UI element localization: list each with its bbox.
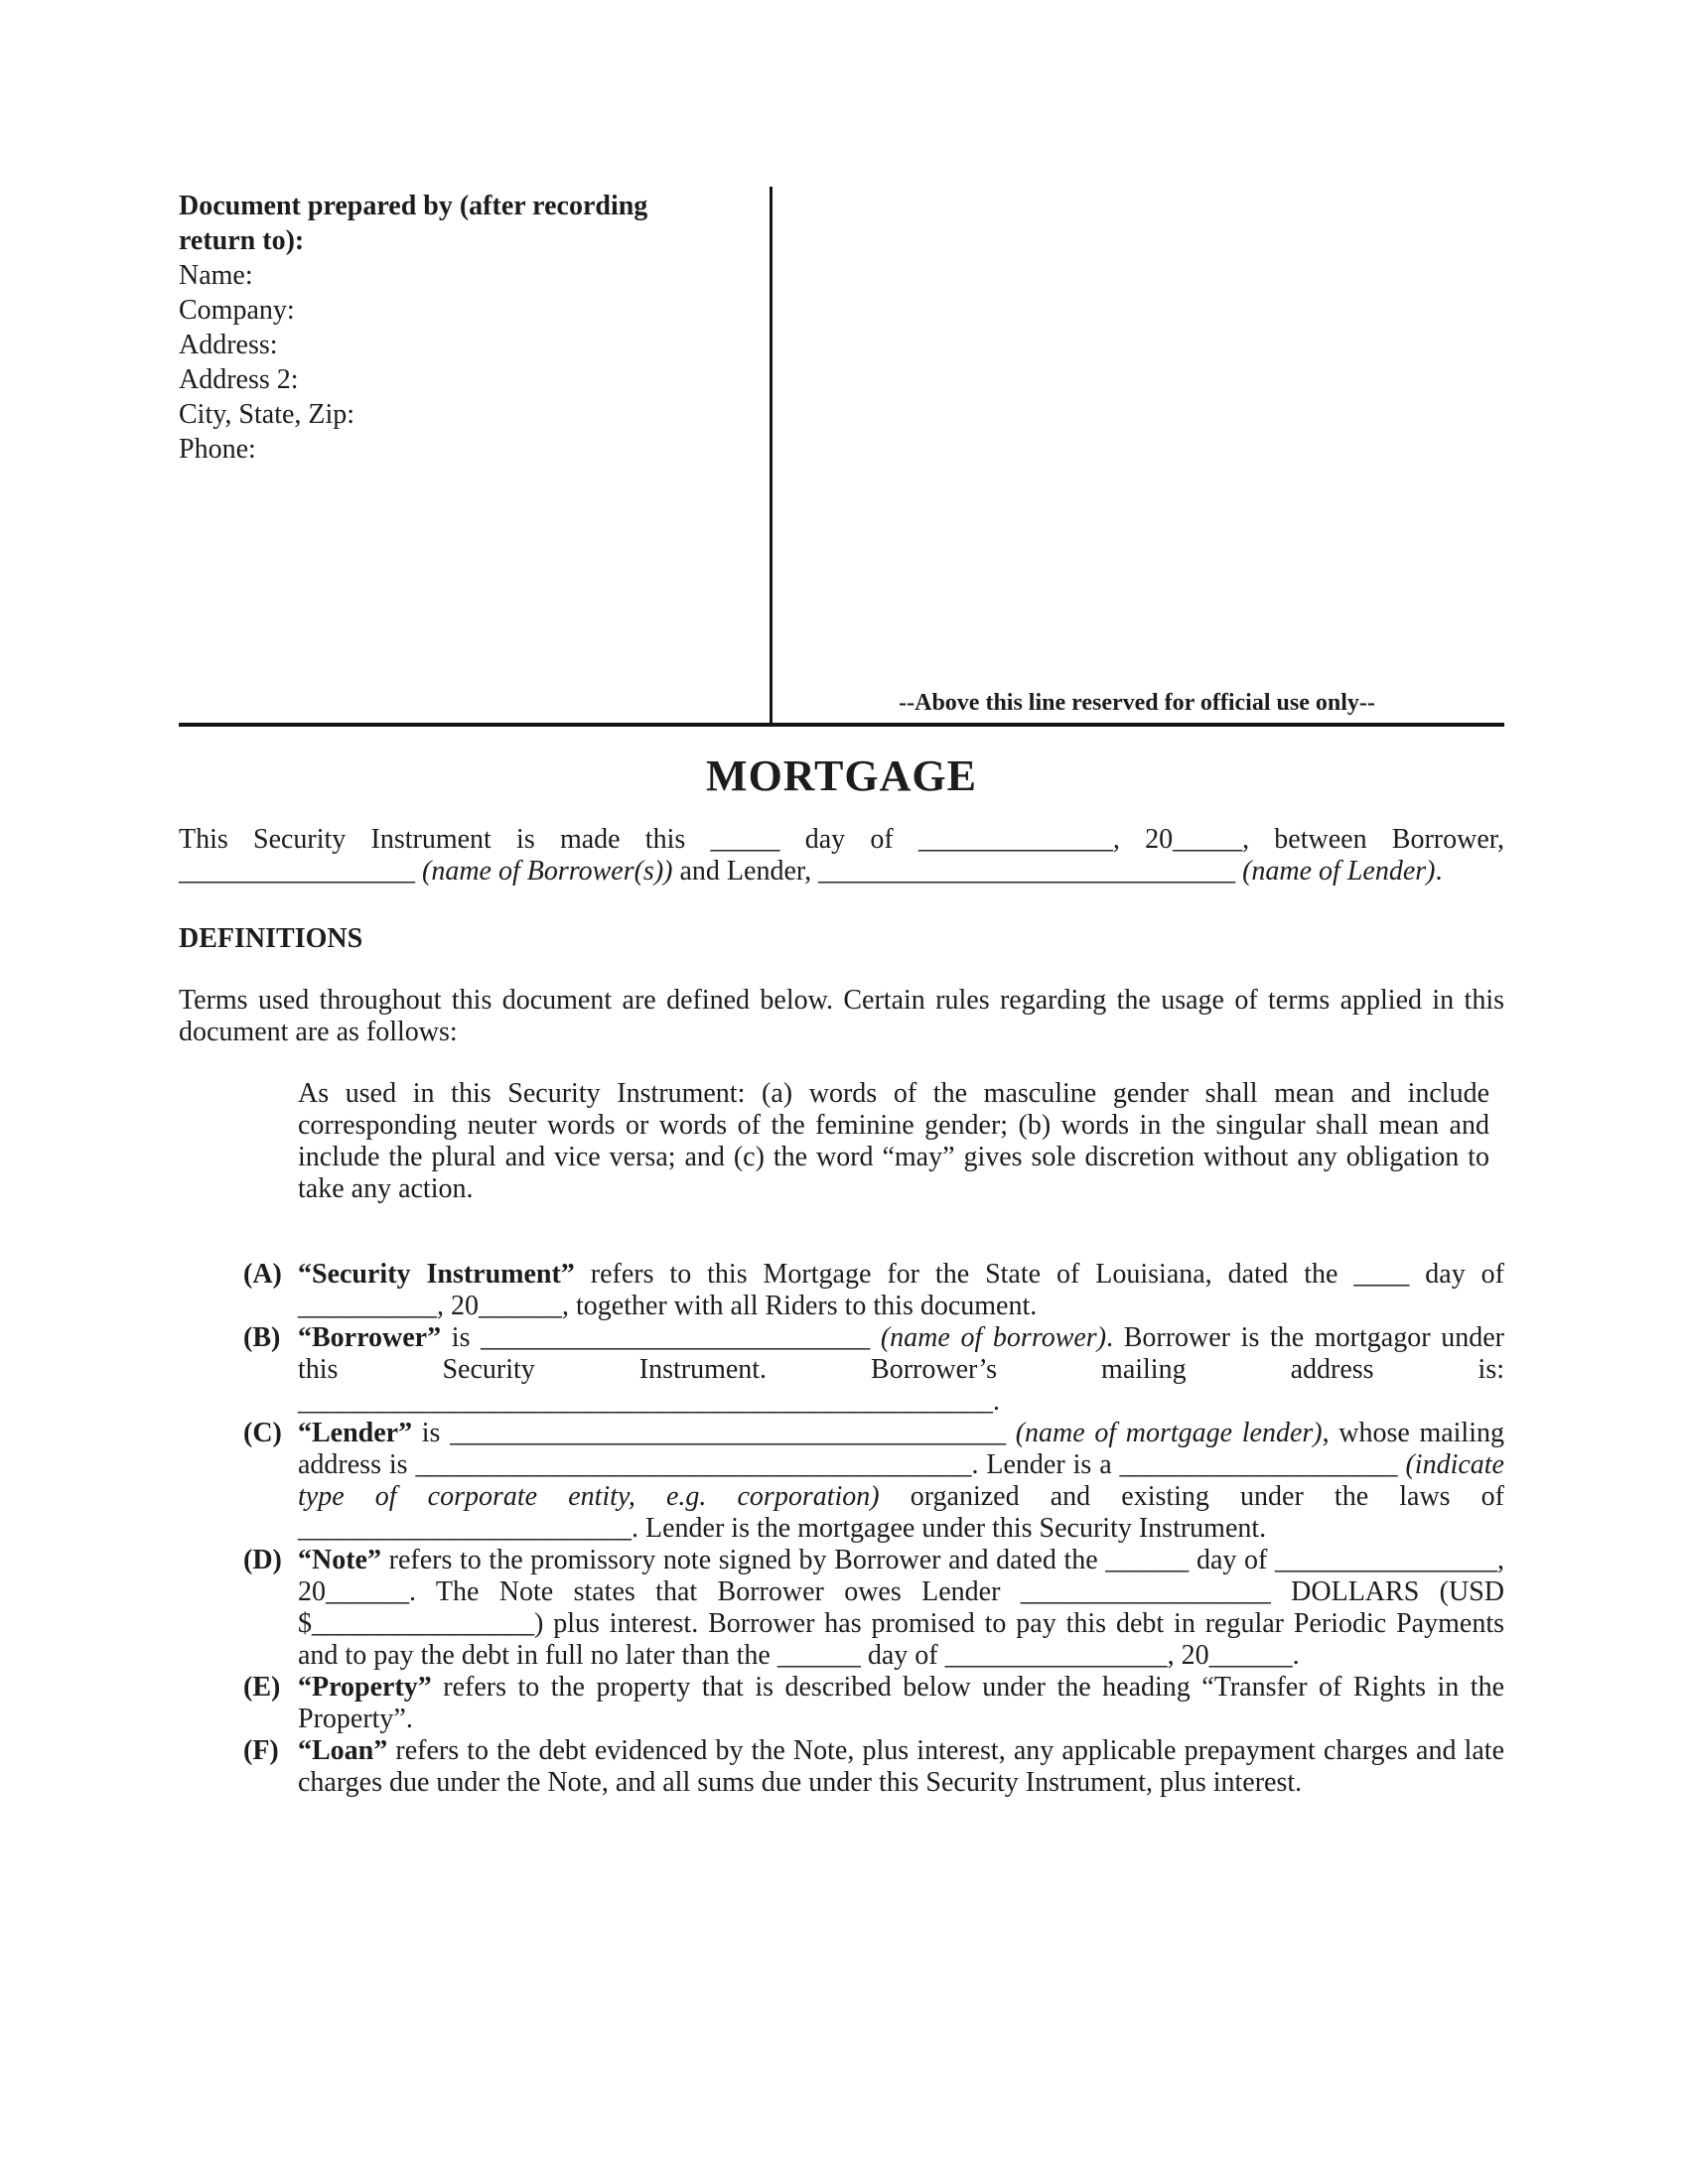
usage-rules-paragraph: As used in this Security Instrument: (a) words of the masculine gender shall mean and include corresponding neuter words or words of the feminine gender; (b) words in the singular shall mean and include the plural and vice versa; and (c) the word “may” gives sole discretion without any obligation to take any action. xyxy=(298,1078,1489,1204)
definition-label-d: (D) xyxy=(243,1545,282,1575)
recording-header xyxy=(179,189,1504,723)
prepared-by-box xyxy=(179,189,1504,467)
prepared-by-field-name: Name: xyxy=(179,260,253,291)
definition-label-f: (F) xyxy=(243,1735,279,1766)
entity-type-note: (indicate type of corporate entity, e.g. corporation) xyxy=(298,1449,1504,1512)
definition-text-f xyxy=(298,1735,1504,1799)
defined-term-property: “Property” xyxy=(298,1672,432,1703)
definition-body-b-2: . Borrower is the mortgagor under this Security Instrument. Borrower’s mailing address is: __________________________________________________. xyxy=(298,1322,1504,1417)
definition-item-e xyxy=(179,1672,1504,1735)
prepared-by-field-company: Company: xyxy=(179,295,295,326)
definitions-heading: DEFINITIONS xyxy=(179,923,363,954)
definition-item-b xyxy=(179,1322,1504,1418)
defined-term-note: “Note” xyxy=(298,1545,381,1575)
definition-body-d: refers to the promissory note signed by Borrower and dated the ______ day of ________________, 20______. The Note states that Borrower owes Lender __________________ DOLLARS (USD $________________) plus interest. Borrower has promised to pay this debt in regular Periodic Payments and to pay the debt in full no later than the ______ day of ________________, 20______. xyxy=(298,1545,1504,1671)
intro-paragraph xyxy=(179,824,1504,887)
definition-body-f: refers to the debt evidenced by the Note, plus interest, any applicable prepayment charges and late charges due under the Note, and all sums due under this Security Instrument, plus interest. xyxy=(298,1735,1504,1798)
definition-item-f xyxy=(179,1735,1504,1799)
definition-item-c xyxy=(179,1418,1504,1545)
prepared-by-field-address: Address: xyxy=(179,330,278,360)
definition-body-b-1: is ____________________________ xyxy=(441,1322,881,1353)
official-use-note: --Above this line reserved for official use only-- xyxy=(899,690,1375,716)
definition-text-c xyxy=(298,1418,1504,1545)
defined-term-lender: “Lender” xyxy=(298,1418,413,1448)
prepared-by-field-address2: Address 2: xyxy=(179,364,299,395)
header-rule xyxy=(179,723,1504,727)
definition-item-a xyxy=(179,1259,1504,1322)
definitions-list xyxy=(179,1259,1504,1799)
prepared-by-field-city-state-zip: City, State, Zip: xyxy=(179,399,355,430)
definition-text-a xyxy=(298,1259,1504,1322)
definition-label-e: (E) xyxy=(243,1672,281,1703)
intro-lender-name-note: (name of Lender) xyxy=(1242,856,1436,887)
prepared-by-title-line-2: return to): xyxy=(179,225,305,256)
definition-label-b: (B) xyxy=(243,1322,281,1353)
definition-body-a: refers to this Mortgage for the State of Louisiana, dated the ____ day of __________, 20______, together with all Riders to this document. xyxy=(298,1259,1504,1321)
defined-term-loan: “Loan” xyxy=(298,1735,388,1766)
definition-body-c-3: organized and existing under the laws of ________________________. Lender is the mortgagee under this Security Instrument. xyxy=(298,1481,1504,1544)
intro-text-3: . xyxy=(1435,856,1443,887)
definition-label-c: (C) xyxy=(243,1418,282,1448)
definition-body-c-2: , whose mailing address is ________________________________________. Lender is a ____________________ xyxy=(298,1418,1504,1480)
defined-term-borrower: “Borrower” xyxy=(298,1322,442,1353)
official-use-divider-line xyxy=(770,187,773,723)
document-content xyxy=(179,189,1504,1799)
intro-text-2: and Lender, ______________________________ xyxy=(672,856,1243,887)
prepared-by-title-line-1: Document prepared by (after recording xyxy=(179,191,648,221)
definition-body-c-1: is ________________________________________ xyxy=(412,1418,1016,1448)
prepared-by-field-phone: Phone: xyxy=(179,434,256,465)
intro-text-1: This Security Instrument is made this _____ day of ______________, 20_____, between Borrower, _________________ xyxy=(179,824,1504,887)
defined-term-security-instrument: “Security Instrument” xyxy=(298,1259,575,1290)
lender-name-note: (name of mortgage lender) xyxy=(1015,1418,1323,1448)
definition-label-a: (A) xyxy=(243,1259,282,1290)
definition-item-d xyxy=(179,1545,1504,1672)
borrower-name-note: (name of borrower) xyxy=(880,1322,1107,1353)
definition-text-e xyxy=(298,1672,1504,1735)
definition-text-d xyxy=(298,1545,1504,1672)
definition-body-e: refers to the property that is described below under the heading “Transfer of Rights in the Property”. xyxy=(298,1672,1504,1734)
page-title: MORTGAGE xyxy=(706,751,977,800)
definition-text-b xyxy=(298,1322,1504,1418)
intro-borrower-name-note: (name of Borrower(s)) xyxy=(422,856,673,887)
definitions-lead: Terms used throughout this document are defined below. Certain rules regarding the usage of terms applied in this document are as follows: xyxy=(179,985,1504,1047)
